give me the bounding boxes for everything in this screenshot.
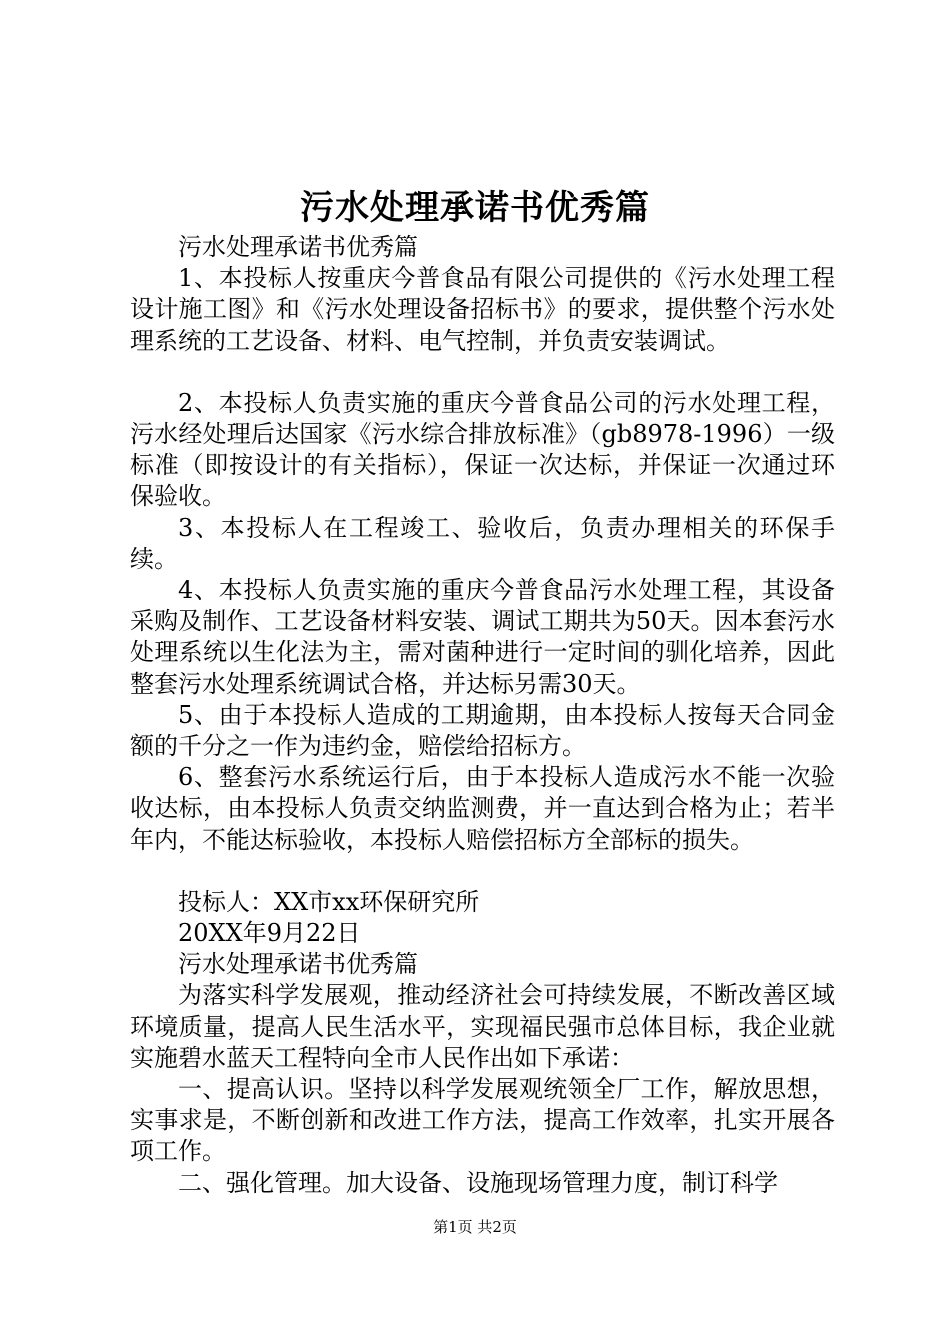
paragraph-item-6: 6、整套污水系统运行后，由于本投标人造成污水不能一次验收达标，由本投标人负责交纳监测费，并一直达到合格为止；若半年内，不能达标验收，本投标人赔偿招标方全部标的损失。 [130,763,835,854]
paragraph-item-1: 1、本投标人按重庆今普食品有限公司提供的《污水处理工程设计施工图》和《污水处理设备招标书》的要求，提供整个污水处理系统的工艺设备、材料、电气控制，并负责安装调试。 [130,264,835,355]
signature-date: 20XX年9月22日 [178,919,361,948]
paragraph-item-2: 2、本投标人负责实施的重庆今普食品公司的污水处理工程，污水经处理后达国家《污水综合排放标准》（gb8978-1996）一级标准（即按设计的有关指标），保证一次达标，并保证一次通过环保验收。 [130,388,835,511]
paragraph-point-2: 二、强化管理。加大设备、设施现场管理力度，制订科学 [178,1168,778,1197]
page-number: 第1页 共2页 [433,1218,517,1236]
paragraph-point-1: 一、提高认识。坚持以科学发展观统领全厂工作，解放思想，实事求是，不断创新和改进工作方法，提高工作效率，扎实开展各项工作。 [130,1075,835,1166]
paragraph-subtitle-2: 污水处理承诺书优秀篇 [178,950,418,979]
paragraph-item-5: 5、由于本投标人造成的工期逾期，由本投标人按每天合同金额的千分之一作为违约金，赔偿给招标方。 [130,700,835,761]
paragraph-intro: 为落实科学发展观，推动经济社会可持续发展，不断改善区域环境质量，提高人民生活水平，实现福民强市总体目标，我企业就实施碧水蓝天工程特向全市人民作出如下承诺： [130,981,835,1072]
paragraph-subtitle: 污水处理承诺书优秀篇 [178,233,418,261]
signature-bidder: 投标人：XX市xx环保研究所 [178,887,480,916]
paragraph-item-3: 3、本投标人在工程竣工、验收后，负责办理相关的环保手续。 [130,513,835,573]
paragraph-item-4: 4、本投标人负责实施的重庆今普食品污水处理工程，其设备采购及制作、工艺设备材料安装、调试工期共为50天。因本套污水处理系统以生化法为主，需对菌种进行一定时间的驯化培养，因此整套污水处理系统调试合格，并达标另需30天。 [130,576,835,698]
document-body [130,232,835,1199]
document-title: 污水处理承诺书优秀篇 [300,188,650,228]
